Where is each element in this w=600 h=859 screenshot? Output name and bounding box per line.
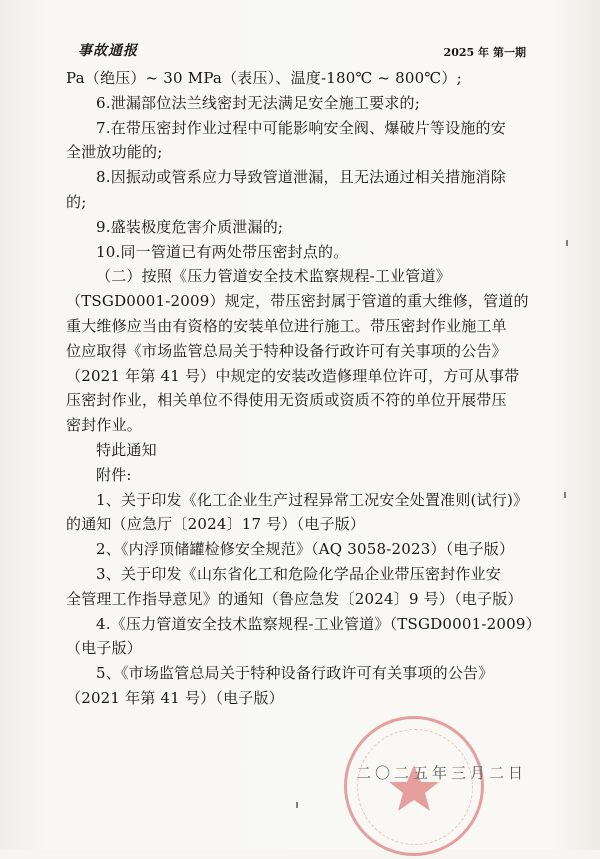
attachment-item: （2021 年第 41 号）（电子版） [66, 688, 284, 707]
body-line: 全泄放功能的; [66, 143, 163, 162]
scan-mark [296, 802, 298, 808]
body-line: 9.盛装极度危害介质泄漏的; [96, 217, 284, 236]
body-line: 压密封作业，相关单位不得使用无资质或资质不符的单位开展带压 [66, 391, 507, 410]
official-seal [344, 716, 484, 856]
body-line: （2021 年第 41 号）中规定的安装改造修理单位许可，方可从事带 [66, 366, 520, 385]
attachment-item: 2、《内浮顶储罐检修安全规范》（AQ 3058-2023）（电子版） [96, 540, 515, 559]
attachment-item: 全管理工作指导意见》的通知（鲁应急发〔2024〕9 号）（电子版） [66, 589, 523, 608]
body-line: 的; [66, 192, 87, 211]
body-line: 8.因振动或管系应力导致管道泄漏，且无法通过相关措施消除 [96, 168, 506, 187]
body-line: 密封作业。 [66, 416, 143, 435]
issue-date: 二〇二五年三月二日 [356, 764, 528, 782]
attachment-item: 4.《压力管道安全技术监察规程-工业管道》（TSGD0001-2009） [96, 614, 541, 633]
star-icon [347, 719, 487, 859]
attachment-item: （电子版） [66, 639, 143, 658]
body-line: （TSGD0001-2009）规定，带压密封属于管道的重大维修，管道的 [66, 292, 529, 311]
body-line: Pa（绝压）~ 30 MPa（表压）、温度-180℃ ~ 800℃）; [66, 69, 462, 87]
attachment-item: 5、《市场监管总局关于特种设备行政许可有关事项的公告》 [96, 664, 494, 683]
attachment-item: 1、关于印发《化工企业生产过程异常工况安全处置准则(试行)》 [96, 490, 529, 509]
attachments-heading: 附件: [96, 465, 132, 484]
body-line: 10.同一管道已有两处带压密封点的。 [96, 242, 349, 261]
body-line: （二）按照《压力管道安全技术监察规程-工业管道》 [96, 267, 451, 286]
attachment-item: 3、关于印发《山东省化工和危险化学品企业带压密封作业安 [96, 564, 501, 583]
scan-mark [564, 492, 566, 498]
issue-year: 2025 年 [443, 46, 489, 59]
body-line: 7.在带压密封作业过程中可能影响安全阀、爆破片等设施的安 [96, 118, 506, 137]
issue-info [440, 44, 526, 60]
scan-mark [566, 240, 568, 246]
attachment-item: 的通知（应急厅〔2024〕17 号）（电子版） [66, 515, 366, 534]
issue-number: 第一期 [493, 46, 526, 59]
newsletter-title: 事故通报 [78, 43, 138, 59]
body-line: 6.泄漏部位法兰线密封无法满足安全施工要求的; [96, 93, 420, 112]
body-line: 位应取得《市场监管总局关于特种设备行政许可有关事项的公告》 [66, 341, 507, 360]
body-line: 重大维修应当由有资格的安装单位进行施工。带压密封作业施工单 [66, 316, 507, 335]
document-body [66, 66, 541, 711]
closing-line: 特此通知 [96, 440, 157, 459]
